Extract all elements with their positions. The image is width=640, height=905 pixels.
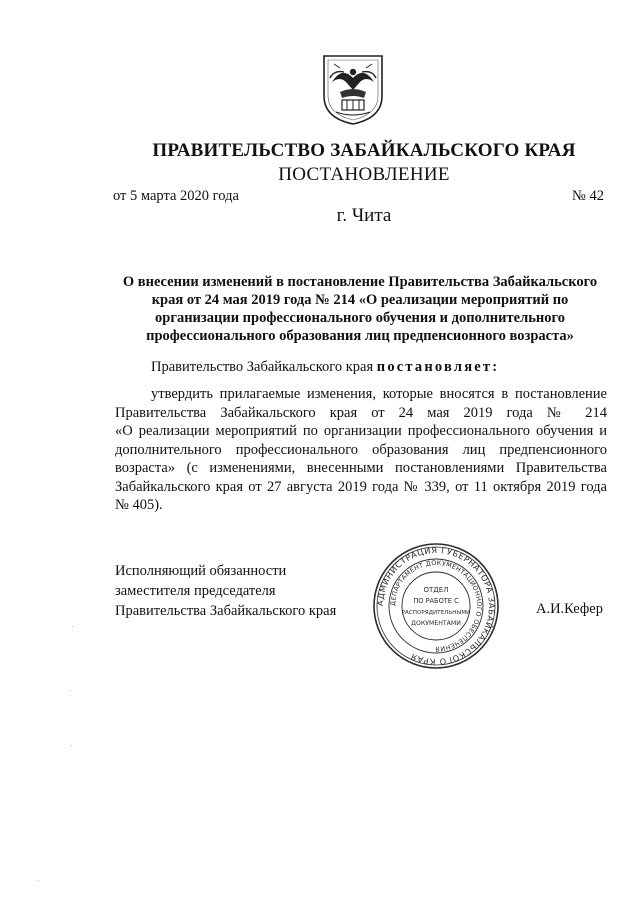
document-subject: [110, 273, 610, 345]
government-title: ПРАВИТЕЛЬСТВО ЗАБАЙКАЛЬСКОГО КРАЯ: [152, 140, 576, 161]
document-date: от 5 марта 2020 года: [113, 188, 239, 204]
stamp-center-line: РАСПОРЯДИТЕЛЬНЫМИ: [401, 610, 471, 616]
position-line: Правительства Забайкальского края: [115, 603, 337, 619]
scan-speck: [72, 626, 73, 627]
position-line: заместителя председателя: [115, 583, 276, 599]
stamp-center-line: ОТДЕЛ: [423, 586, 449, 594]
document-city: г. Чита: [336, 205, 392, 226]
scan-speck: [38, 880, 39, 881]
document-number: № 42: [572, 188, 604, 204]
subject-line: края от 24 мая 2019 года № 214 «О реализации мероприятий по: [151, 292, 569, 308]
position-line: Исполняющий обязанности: [115, 563, 287, 579]
stamp-center-line: ДОКУМЕНТАМИ: [411, 620, 461, 627]
body-line: № 405).: [115, 497, 163, 513]
signatory-name: А.И.Кефер: [535, 601, 603, 617]
scan-speck: [71, 745, 72, 746]
resolution-body: [115, 385, 607, 515]
body-line: возраста» (с изменениями, внесенными постановлениями Правительства: [115, 460, 607, 476]
preamble-emphasis: постановляет:: [376, 359, 500, 375]
stamp-outer-text: АДМИНИСТРАЦИЯ ГУБЕРНАТОРА ЗАБАЙКАЛЬСКОГО КРАЯ: [374, 544, 498, 668]
stamp-center-line: ПО РАБОТЕ С: [413, 597, 459, 605]
stamp-inner-text: ДЕПАРТАМЕНТ ДОКУМЕНТАЦИОННОГО ОБЕСПЕЧЕНИЯ: [388, 558, 484, 654]
body-line: дополнительного профессионального образования лиц предпенсионного: [115, 441, 607, 458]
body-line: утвердить прилагаемые изменения, которые вносятся в постановление: [151, 386, 607, 402]
signatory-position: [115, 561, 336, 621]
subject-line: организации профессионального обучения и дополнительного: [155, 310, 565, 326]
official-stamp: [372, 542, 500, 670]
scan-speck: [70, 690, 71, 691]
body-line: «О реализации мероприятий по организации профессионального обучения и: [115, 423, 607, 439]
preamble-text: Правительство Забайкальского края: [151, 359, 377, 375]
body-line: Правительства Забайкальского края от 24 мая 2019 года № 214: [115, 404, 607, 421]
body-line: Забайкальского края от 27 августа 2019 года № 339, от 11 октября 2019 года: [115, 478, 607, 495]
coat-of-arms-icon: [320, 52, 386, 126]
subject-line: профессионального образования лиц предпенсионного возраста»: [146, 328, 574, 344]
preamble: [151, 359, 499, 376]
subject-line: О внесении изменений в постановление Правительства Забайкальского: [122, 274, 598, 290]
document-type: ПОСТАНОВЛЕНИЕ: [278, 164, 450, 185]
